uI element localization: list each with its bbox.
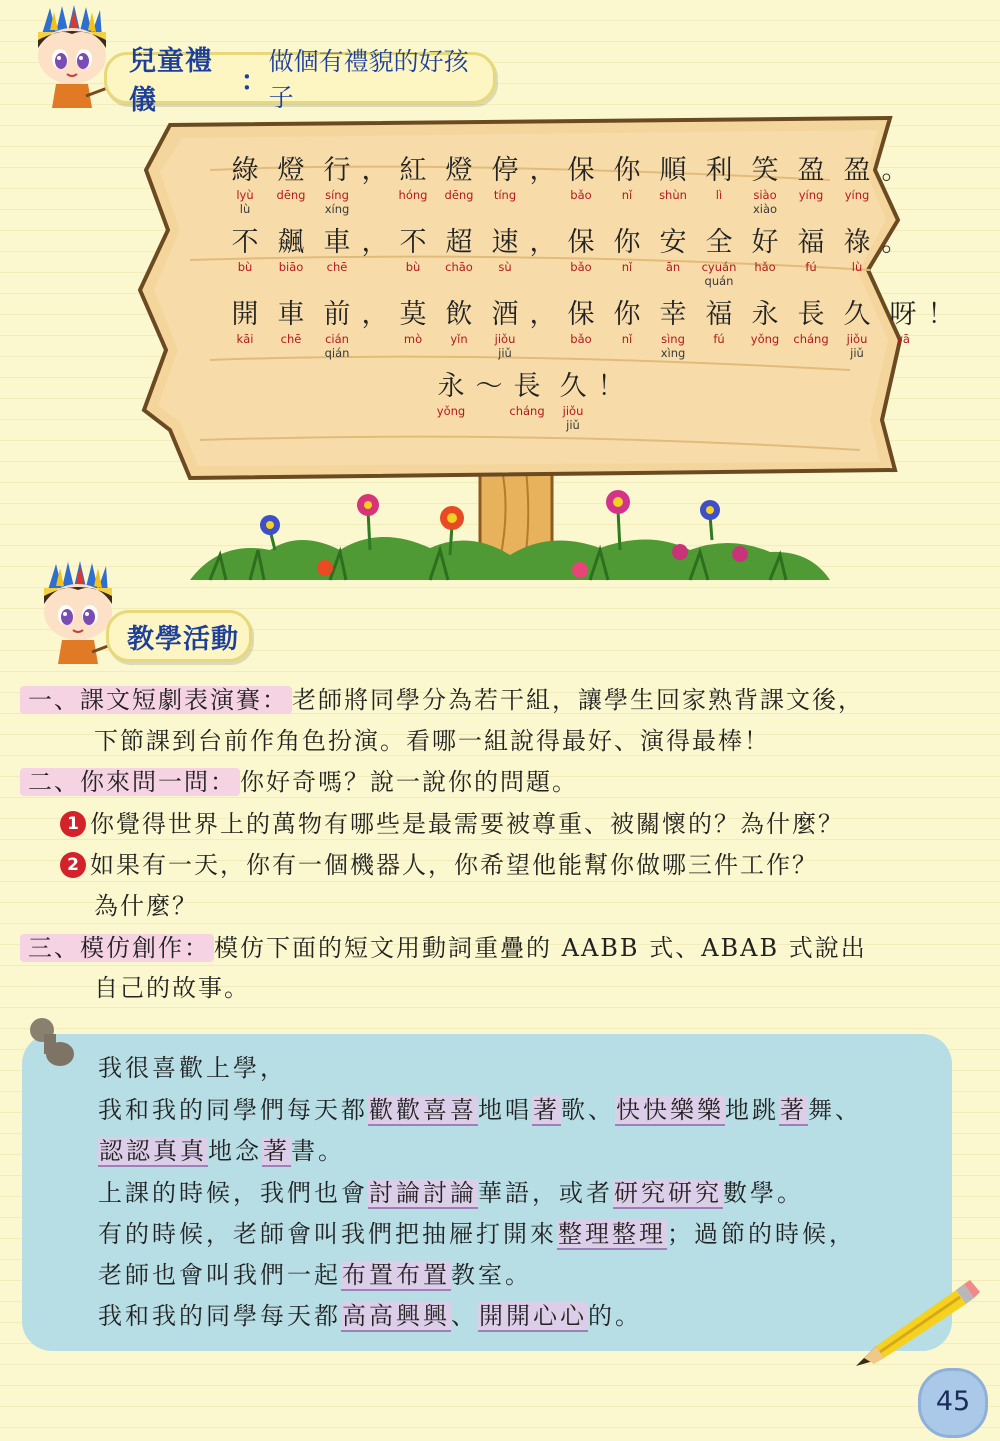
story-line-5 [98,1214,856,1254]
pinyin: yǒng [436,404,466,418]
highlighted-word: 研究研究 [614,1179,722,1207]
poem-character: ， [529,299,557,330]
question-2-number: 2 [60,852,86,878]
poem-syllable [314,298,360,360]
activities-title: 教學活動 [127,623,239,655]
poem-syllable [834,226,880,288]
pinyin: bǎo [570,260,592,274]
poem-character: 保 [567,299,595,330]
poem-character: 你 [613,299,641,330]
poem-syllable [222,154,268,216]
poem-syllable [834,298,880,360]
story-text: 地念 [208,1137,262,1165]
pinyin-alt: jiǔ [498,346,512,360]
pinyin: dēng [276,188,306,202]
poem-syllable [504,370,550,432]
poem-syllable [742,154,788,216]
poem-syllable [742,298,788,360]
poem-syllable [788,298,834,360]
pinyin: bǎo [570,332,592,346]
pinyin: sù [498,260,512,274]
story-line-1 [98,1048,287,1088]
story-text: 數學。 [723,1179,804,1207]
poem-syllable [696,298,742,360]
poem-character: ！ [927,299,955,330]
poem-character: 盈 [843,155,871,186]
poem-character: 不 [231,227,259,258]
poem-syllable [696,226,742,288]
title-banner [104,46,496,116]
poem-character: 你 [613,155,641,186]
story-text: ；過節的時候， [667,1220,856,1248]
pinyin-alt: lù [239,202,251,216]
pinyin: nǐ [621,188,633,202]
poem-syllable [604,154,650,216]
activity-1-text: 老師將同學分為若干組，讓學生回家熟背課文後， [292,686,864,714]
poem-line [222,298,956,360]
poem-character: 保 [567,227,595,258]
pinyin-alt: jiǔ [566,418,580,432]
poem-character: 福 [705,299,733,330]
pinyin: chē [326,260,348,274]
poem-syllable [314,154,360,216]
poem-character: 停 [491,155,519,186]
highlighted-word: 認認真真 [99,1137,207,1165]
pinyin-alt: xìng [660,346,686,360]
pinyin: jiǒu [494,332,516,346]
pinyin: chāo [445,260,473,274]
story-text: 上課的時候，我們也會 [98,1179,368,1207]
poem-character: 長 [797,299,825,330]
mascot-boy-icon [22,4,122,114]
poem-character: 車 [323,227,351,258]
pinyin: yā [896,332,910,346]
pinyin: cháng [793,332,829,346]
poem-syllable [314,226,360,288]
pinyin: yíng [844,188,870,202]
poem-character: 紅 [399,155,427,186]
poem-character: 。 [881,155,909,186]
title-separator: ： [240,65,269,97]
poem-character: 盈 [797,155,825,186]
activity-2-text: 你好奇嗎？說一說你的問題。 [240,768,578,796]
poem-line [428,370,626,432]
question-2-text-cont: 為什麼？ [94,892,198,920]
poem-character: 綠 [231,155,259,186]
pinyin: jiǒu [846,332,868,346]
pinyin: bù [405,260,421,274]
story-text: 、 [451,1302,478,1330]
activity-3-text-cont: 自己的故事。 [94,974,250,1002]
poem-character: 長 [513,371,541,402]
activities-banner [106,610,252,662]
story-text: 歌、 [561,1096,615,1124]
pinyin: hǎo [754,260,776,274]
poem-character: 酒 [491,299,519,330]
poem-syllable [788,154,834,216]
poem-character: 飲 [445,299,473,330]
poem-syllable [604,298,650,360]
pinyin: cián [325,332,349,346]
story-line-7 [98,1296,642,1336]
pinyin: lù [851,260,863,274]
story-text: 教室。 [451,1261,532,1289]
pinyin: biāo [278,260,304,274]
poem-punctuation [528,298,558,360]
story-text: 我很喜歡上學， [98,1054,287,1082]
poem-character: ， [361,155,389,186]
poem-character: 開 [231,299,259,330]
activity-3 [20,928,867,969]
story-text: 地跳 [725,1096,779,1124]
question-1-number: 1 [60,811,86,837]
poem-punctuation [880,226,910,288]
poem-character: 莫 [399,299,427,330]
pinyin-alt: quán [704,274,734,288]
poem-character: 車 [277,299,305,330]
poem-character: 久 [559,371,587,402]
highlighted-word: 高高興興 [342,1302,450,1330]
activity-3-text: 模仿下面的短文用動詞重疊的 AABB 式、ABAB 式說出 [214,934,867,962]
activity-1 [20,680,864,721]
pinyin: jiǒu [562,404,584,418]
highlighted-word: 開開心心 [479,1302,587,1330]
poem-character: 超 [445,227,473,258]
story-text: 舞、 [808,1096,862,1124]
poem-character: 。 [881,227,909,258]
poem-line [222,226,910,288]
activity-1-cont [94,721,770,762]
pinyin: kāi [236,332,254,346]
pinyin: sìng [661,332,685,346]
question-2-cont [94,886,198,927]
poem-character: 全 [705,227,733,258]
story-text: 老師也會叫我們一起 [98,1261,341,1289]
poem-punctuation [360,154,390,216]
highlighted-word: 著 [533,1096,560,1124]
pinyin: nǐ [621,260,633,274]
poem-syllable [268,298,314,360]
highlighted-word: 整理整理 [558,1220,666,1248]
question-2-text: 如果有一天，你有一個機器人，你希望他能幫你做哪三件工作？ [90,851,818,879]
pinyin: mò [403,332,423,346]
story-text: 書。 [291,1137,345,1165]
poem-character: 祿 [843,227,871,258]
poem-character: ， [529,227,557,258]
poem-character: ， [529,155,557,186]
poem-character: 不 [399,227,427,258]
poem-punctuation [880,154,910,216]
story-line-6 [98,1255,532,1295]
pinyin: yǒng [750,332,780,346]
story-text: 我和我的同學每天都 [98,1302,341,1330]
pinyin: tíng [493,188,517,202]
poem-character: 笑 [751,155,779,186]
activity-1-heading: 一、課文短劇表演賽： [20,686,292,714]
activity-2-heading: 二、你來問一問： [20,768,240,796]
poem-syllable [482,154,528,216]
poem-syllable [558,154,604,216]
poem-syllable [436,154,482,216]
poem-syllable [390,298,436,360]
poem-line [222,154,910,216]
question-2 [60,845,818,886]
pinyin-alt: xiào [752,202,778,216]
poem-character: 順 [659,155,687,186]
poem-syllable [880,298,926,360]
highlighted-word: 著 [263,1137,290,1165]
pinyin: hóng [398,188,428,202]
story-text: 地唱 [478,1096,532,1124]
poem-punctuation [926,298,956,360]
poem-syllable [604,226,650,288]
poem-character: 安 [659,227,687,258]
poem-character: 呀 [889,299,917,330]
poem-syllable [222,298,268,360]
pushpin-icon [22,1016,82,1076]
poem-character: 幸 [659,299,687,330]
activity-1-text-cont: 下節課到台前作角色扮演。看哪一組說得最好、演得最棒！ [94,727,770,755]
poem-character: 久 [843,299,871,330]
activity-2 [20,762,578,803]
poem-character: 好 [751,227,779,258]
poem-character: 前 [323,299,351,330]
poem-syllable [436,226,482,288]
poem-syllable [650,154,696,216]
poem-punctuation [596,370,626,432]
poem-character: 保 [567,155,595,186]
story-text: 我和我的同學們每天都 [98,1096,368,1124]
poem-character: 飆 [277,227,305,258]
poem-character: 你 [613,227,641,258]
poem-punctuation [474,370,504,432]
poem-character: 利 [705,155,733,186]
story-line-2 [98,1090,862,1130]
pinyin-alt: xíng [324,202,350,216]
story-line-3 [98,1131,345,1171]
pinyin: bù [237,260,253,274]
poem-syllable [482,298,528,360]
story-text: 的。 [588,1302,642,1330]
story-text: 有的時候，老師會叫我們把抽屜打開來 [98,1220,557,1248]
question-1-text: 你覺得世界上的萬物有哪些是最需要被尊重、被關懷的？為什麼？ [90,810,844,838]
highlighted-word: 討論討論 [369,1179,477,1207]
highlighted-word: 著 [780,1096,807,1124]
poem-character: 福 [797,227,825,258]
highlighted-word: 歡歡喜喜 [369,1096,477,1124]
poem-character: 永 [437,371,465,402]
pinyin: shùn [659,188,687,202]
poem-character: 速 [491,227,519,258]
pinyin: siào [753,188,777,202]
poem-character: ！ [597,371,625,402]
activity-3-heading: 三、模仿創作： [20,934,214,962]
poem-syllable [650,298,696,360]
poem-character: 永 [751,299,779,330]
poem-character: 行 [323,155,351,186]
poem-punctuation [360,226,390,288]
poem-character: ， [361,227,389,258]
poem-syllable [558,226,604,288]
activity-3-cont [94,968,250,1009]
page-number: 45 [918,1368,988,1438]
poem-character: 燈 [277,155,305,186]
pinyin: chē [280,332,302,346]
pinyin: ān [665,260,681,274]
pinyin: síng [325,188,349,202]
pinyin: cyuán [701,260,737,274]
poem-punctuation [528,226,558,288]
poem-punctuation [360,298,390,360]
pinyin: bǎo [570,188,592,202]
poem-syllable [428,370,474,432]
poem-syllable [222,226,268,288]
poem-punctuation [528,154,558,216]
section-subtitle: 做個有禮貌的好孩子 [268,47,469,112]
poem-character: ～ [475,371,503,402]
pinyin: lyù [236,188,254,202]
poem-syllable [742,226,788,288]
poem-syllable [558,298,604,360]
pinyin: lì [715,188,723,202]
pencil-icon [850,1280,980,1370]
poem-syllable [436,298,482,360]
pinyin: yíng [798,188,824,202]
poem-syllable [268,226,314,288]
poem-syllable [550,370,596,432]
pinyin: fú [805,260,817,274]
poem-syllable [788,226,834,288]
pinyin: nǐ [621,332,633,346]
poem-syllable [390,226,436,288]
story-text: 華語，或者 [478,1179,613,1207]
pinyin-alt: jiǔ [850,346,864,360]
poem-syllable [650,226,696,288]
section-title: 兒童禮儀 [129,46,213,116]
story-line-4 [98,1173,804,1213]
question-1 [60,804,844,845]
poem-character: ， [361,299,389,330]
pinyin: dēng [444,188,474,202]
highlighted-word: 布置布置 [342,1261,450,1289]
poem-syllable [268,154,314,216]
poem-syllable [696,154,742,216]
poem-syllable [390,154,436,216]
poem-character: 燈 [445,155,473,186]
pinyin: yǐn [450,332,468,346]
pinyin-alt: qián [324,346,350,360]
poem-syllable [482,226,528,288]
pinyin: cháng [509,404,545,418]
pinyin: fú [713,332,725,346]
poem-syllable [834,154,880,216]
highlighted-word: 快快樂樂 [616,1096,724,1124]
